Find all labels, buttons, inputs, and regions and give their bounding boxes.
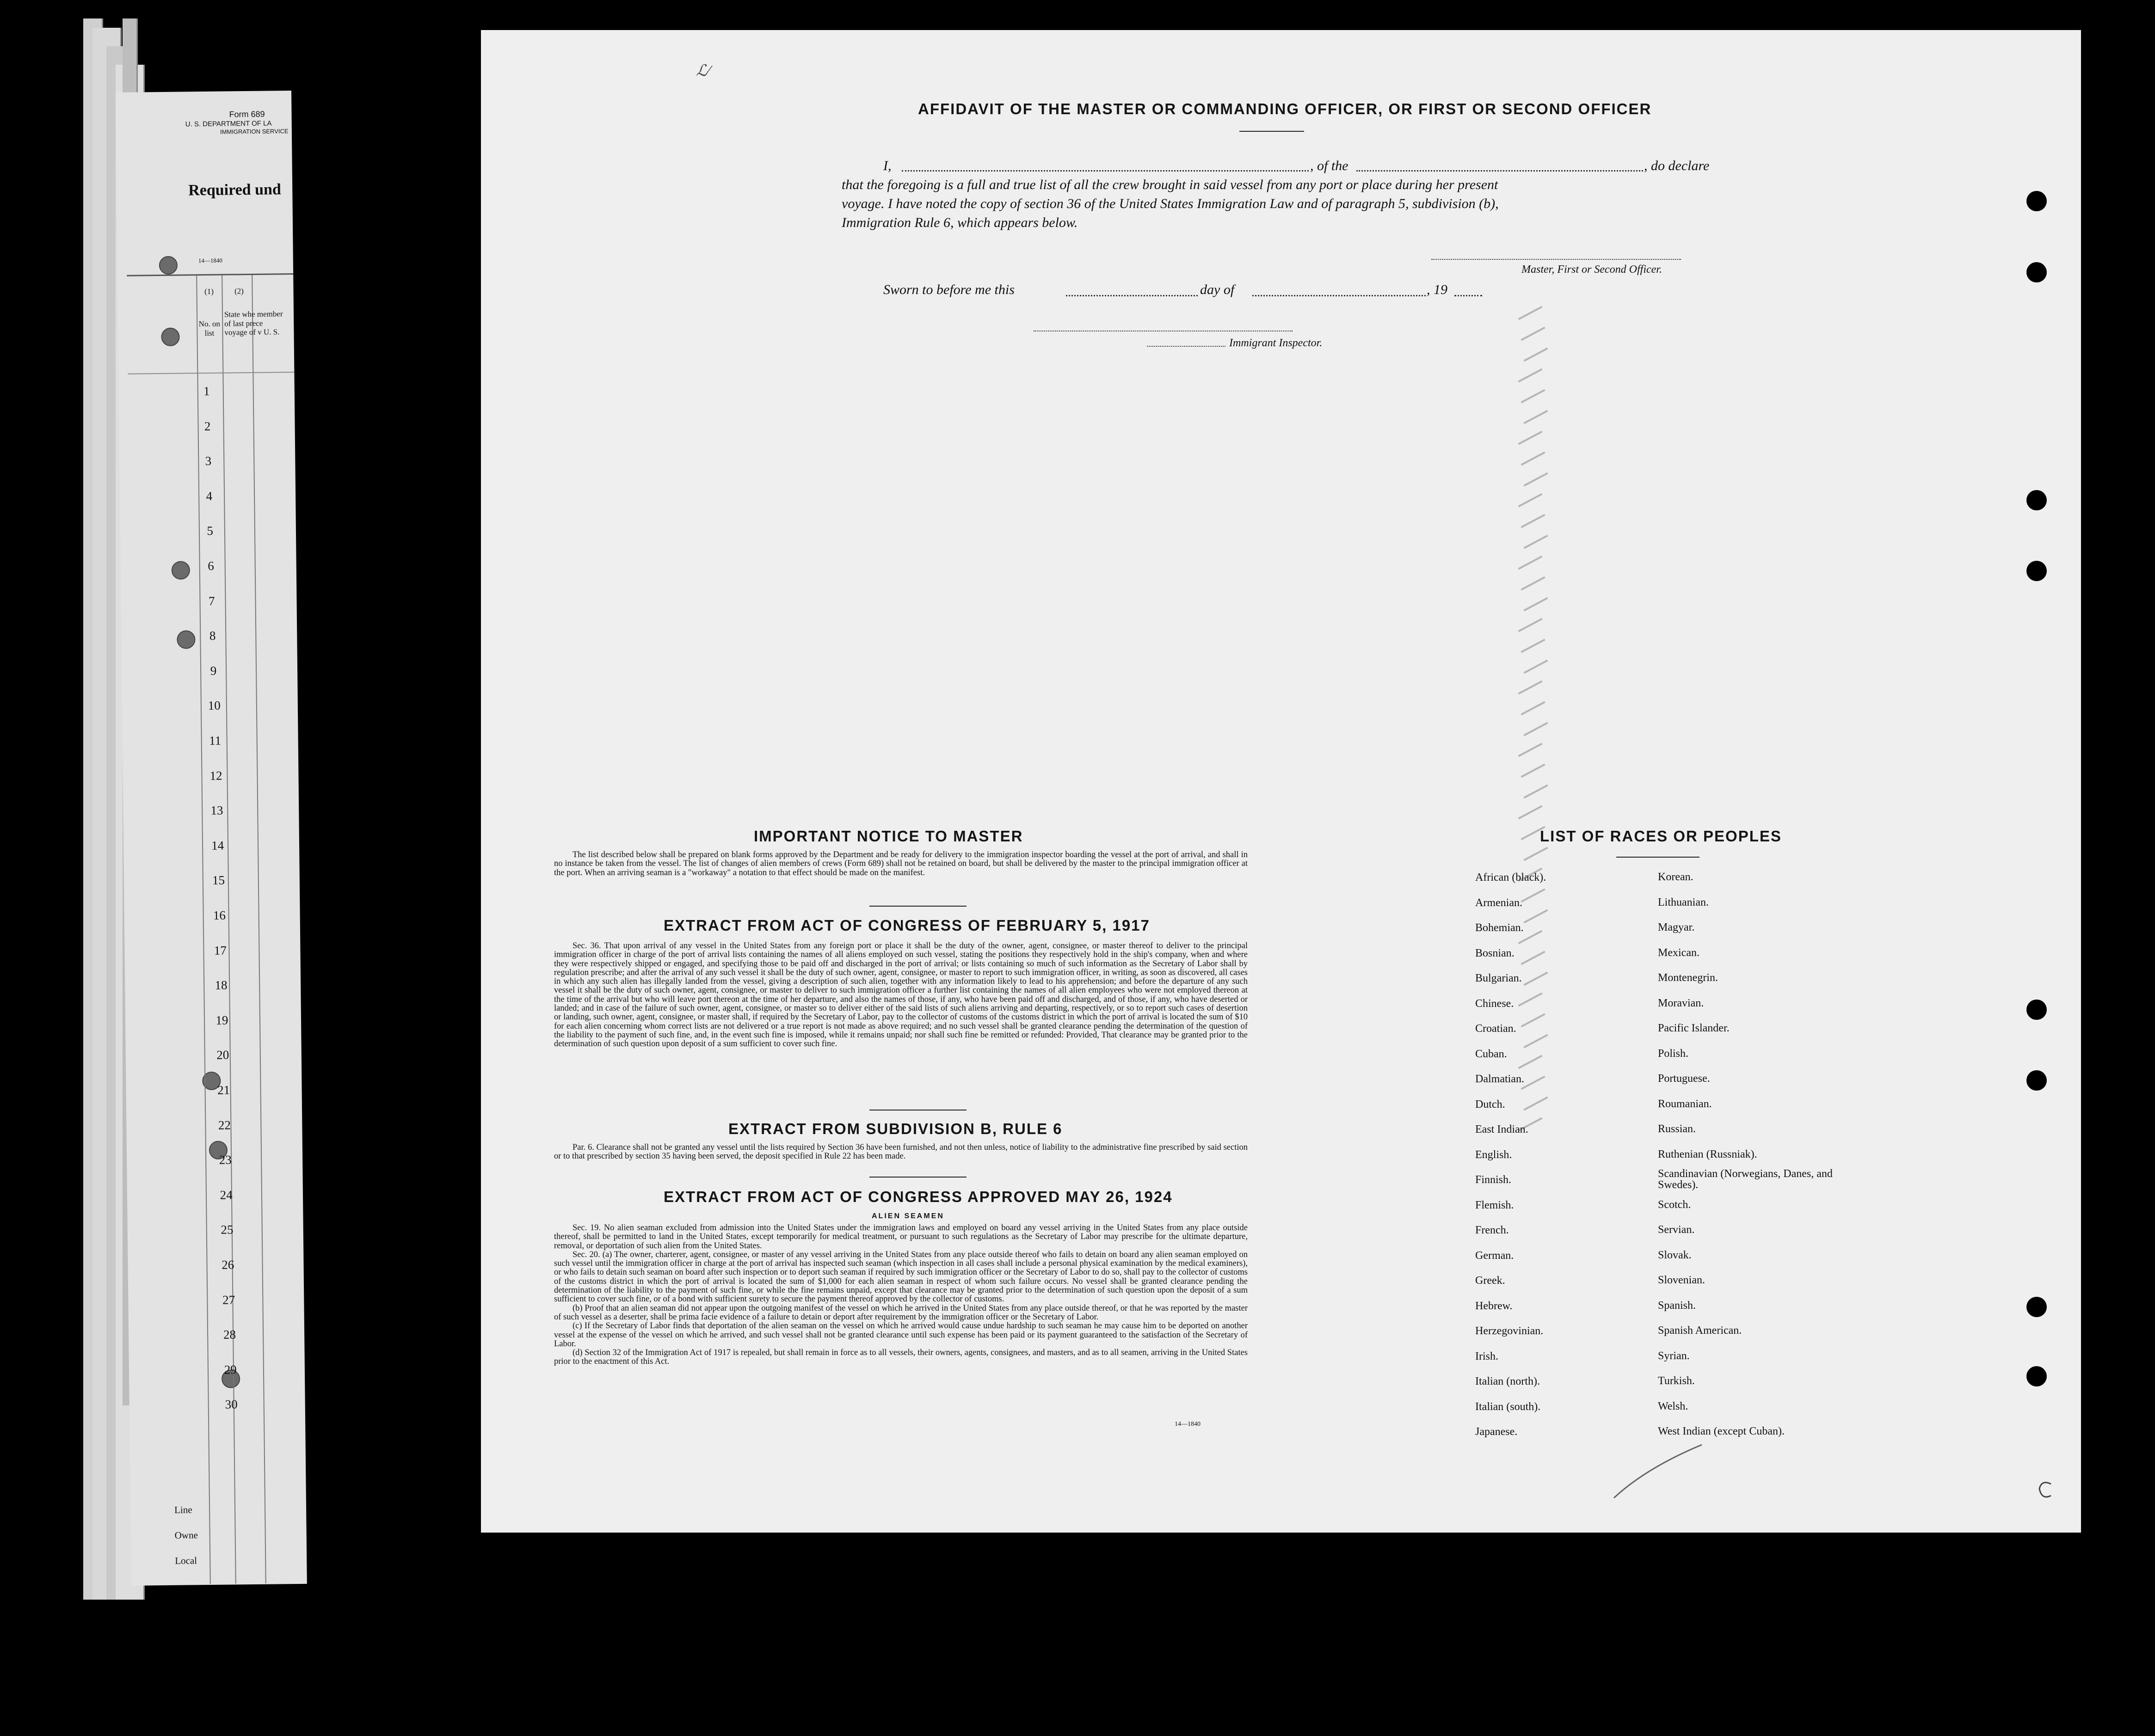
form-number: Form 689: [229, 109, 265, 119]
service-label: IMMIGRATION SERVICE: [220, 128, 289, 135]
row-number: 7: [208, 594, 215, 608]
sworn-month-blank[interactable]: [1252, 295, 1426, 296]
extract-rule6-text: [554, 1143, 1248, 1161]
punch-hole: [2026, 490, 2047, 510]
footer-line-label: Line: [174, 1504, 192, 1515]
row-number: 8: [209, 628, 216, 643]
row-number: 30: [225, 1397, 238, 1412]
section-rule: [869, 906, 967, 907]
year-blank[interactable]: [1454, 295, 1482, 296]
row-number: 13: [210, 803, 223, 818]
row-number: 29: [224, 1362, 237, 1377]
race-item: Slovak.: [1658, 1249, 1692, 1261]
extract-1924-text: [554, 1224, 1248, 1367]
race-item: Italian (north).: [1475, 1375, 1540, 1387]
row-number: 22: [218, 1118, 231, 1132]
race-item: Cuban.: [1475, 1048, 1507, 1060]
race-item: Greek.: [1475, 1275, 1505, 1287]
row-number: 3: [205, 454, 212, 468]
notice-text: [554, 851, 1248, 877]
race-item: Pacific Islander.: [1658, 1022, 1730, 1034]
punch-hole: [2026, 561, 2047, 581]
form-code-bottom: 14—1840: [1175, 1421, 1201, 1428]
notice-title: IMPORTANT NOTICE TO MASTER: [754, 828, 1023, 845]
row-number: 16: [213, 908, 226, 922]
race-item: Moravian.: [1658, 997, 1704, 1009]
race-item: Polish.: [1658, 1047, 1689, 1060]
race-item: Servian.: [1658, 1224, 1695, 1236]
row-number: 6: [208, 558, 214, 573]
race-item: Chinese.: [1475, 997, 1514, 1010]
notice-paragraph: The list described below shall be prepared on blank forms approved by the Department and be ready for delivery to the immigration inspector boarding the vessel at the port of arrival, and shall in no instance be taken from the vessel. The list of changes of alien members of crews (Form 689) shall not be retained on board, but shall be delivered by the master to the principal immigration officer at the port. When an arriving seaman is a "workaway" a notation to that effect should be made on the manifest.: [554, 850, 1248, 877]
race-item: African (black).: [1475, 871, 1546, 883]
row-number: 15: [212, 873, 225, 888]
extract-1924-title: EXTRACT FROM ACT OF CONGRESS APPROVED MAY 26, 1924: [664, 1188, 1173, 1205]
race-item: English.: [1475, 1148, 1512, 1161]
race-item: Bohemian.: [1475, 922, 1524, 934]
race-item: Herzegovinian.: [1475, 1325, 1544, 1337]
sec19-paragraph: Sec. 19. No alien seaman excluded from admission into the United States under the immigration laws and employed on board any vessel arriving in the United States from any place outside thereof, shall be permitted to land in the United States, except temporarily for medical treatment, or pursuant to such regulations as the Secretary of Labor may prescribe for the ultimate departure, removal, or deportation of such alien from the United States.: [554, 1223, 1248, 1251]
races-title: LIST OF RACES OR PEOPLES: [1540, 828, 1782, 845]
race-item: Montenegrin.: [1658, 972, 1718, 984]
race-item: Roumanian.: [1658, 1098, 1712, 1110]
sworn-text: Sworn to before me this: [883, 282, 1015, 297]
punch-hole: [2026, 1070, 2047, 1091]
race-item: Scotch.: [1658, 1198, 1691, 1211]
row-number: 19: [216, 1013, 228, 1027]
race-item: Lithuanian.: [1658, 896, 1709, 908]
handwritten-mark: ℒ⁄: [696, 62, 710, 80]
race-item: Flemish.: [1475, 1199, 1514, 1211]
punch-hole: [2026, 262, 2047, 282]
race-item: Dutch.: [1475, 1098, 1505, 1110]
race-item: Bosnian.: [1475, 947, 1515, 959]
race-item: Scandinavian (Norwegians, Danes, and Swedes).: [1658, 1168, 1833, 1191]
row-number: 12: [209, 768, 222, 783]
row-number: 25: [221, 1222, 234, 1237]
race-item: German.: [1475, 1249, 1514, 1262]
race-item: Spanish American.: [1658, 1325, 1742, 1337]
col2-number: (2): [234, 287, 244, 296]
name-blank[interactable]: [902, 170, 1309, 172]
title-rule: [1239, 131, 1304, 132]
form-back-page: [481, 30, 2081, 1533]
day-of-text: day of: [1200, 282, 1235, 297]
race-item: East Indian.: [1475, 1123, 1528, 1135]
race-item: Italian (south).: [1475, 1400, 1541, 1413]
affidavit-title: AFFIDAVIT OF THE MASTER OR COMMANDING OFFICER, OR FIRST OR SECOND OFFICER: [918, 100, 1652, 117]
row-number: 21: [217, 1083, 230, 1097]
col1-number: (1): [204, 287, 214, 296]
punch-hole: [159, 256, 178, 275]
affidavit-body-3: Immigration Rule 6, which appears below.: [842, 215, 1078, 230]
row-number: 11: [209, 733, 222, 748]
race-item: Hebrew.: [1475, 1300, 1513, 1312]
row-number: 2: [204, 419, 211, 433]
race-item: Armenian.: [1475, 896, 1522, 909]
crew-list-grid: [127, 273, 307, 1585]
race-item: Korean.: [1658, 871, 1693, 883]
affidavit-body-1: that the foregoing is a full and true list of all the crew brought in said vessel from any port or place during her present: [842, 177, 1498, 192]
race-item: Irish.: [1475, 1350, 1498, 1362]
grid-line: [222, 276, 236, 1584]
master-caption: Master, First or Second Officer.: [1521, 264, 1662, 276]
form-689-left-page: [116, 91, 307, 1586]
race-item: Slovenian.: [1658, 1274, 1705, 1286]
row-number: 27: [222, 1293, 235, 1307]
grid-line: [252, 275, 266, 1583]
row-number: 28: [223, 1327, 236, 1342]
race-item: Portuguese.: [1658, 1073, 1710, 1085]
races-rule: [1616, 857, 1699, 858]
race-item: Magyar.: [1658, 921, 1695, 933]
race-item: Welsh.: [1658, 1400, 1688, 1412]
race-item: French.: [1475, 1224, 1509, 1236]
row-number: 14: [211, 838, 224, 853]
department-label: U. S. DEPARTMENT OF LA: [185, 119, 272, 129]
extract-1917-text: [554, 942, 1248, 1049]
master-signature-line[interactable]: [1431, 259, 1681, 260]
row-number: 5: [207, 524, 214, 538]
row-number: 24: [220, 1188, 233, 1202]
punch-hole: [2026, 1000, 2047, 1020]
sworn-day-blank[interactable]: [1066, 295, 1198, 296]
grid-line: [128, 372, 294, 374]
form-code: 14—1840: [198, 257, 222, 264]
race-item: West Indian (except Cuban).: [1658, 1425, 1785, 1437]
grid-line: [196, 276, 211, 1584]
sec20b-paragraph: (b) Proof that an alien seaman did not appear upon the outgoing manifest of the vessel on which he arrived in the United States from any place outside thereof, or that he was reported by the master of such vessel as a deserter, shall be prima facie evidence of a failure to detain or deport after requirement by the immigration officer or the Secretary of Labor.: [554, 1303, 1248, 1322]
inspector-caption: Immigrant Inspector.: [1229, 337, 1323, 349]
extract-rule6-title: EXTRACT FROM SUBDIVISION B, RULE 6: [728, 1120, 1063, 1137]
race-item: Turkish.: [1658, 1375, 1695, 1387]
year-text: , 19: [1427, 282, 1447, 297]
row-number: 20: [216, 1048, 229, 1062]
punch-hole: [2026, 1297, 2047, 1317]
row-number: 9: [210, 663, 217, 678]
affidavit-do-declare: , do declare: [1644, 158, 1710, 173]
vessel-blank[interactable]: [1356, 170, 1643, 172]
row-number: 23: [219, 1153, 232, 1167]
affidavit-of-the: , of the: [1310, 158, 1348, 173]
race-item: Mexican.: [1658, 946, 1699, 959]
row-number: 1: [203, 384, 210, 399]
race-item: Ruthenian (Russniak).: [1658, 1148, 1757, 1160]
section-rule: [869, 1177, 967, 1178]
inspector-signature-line-2[interactable]: [1147, 346, 1225, 347]
punch-hole: [2026, 1366, 2047, 1386]
race-item: Finnish.: [1475, 1174, 1512, 1186]
affidavit-i: I,: [883, 158, 892, 173]
extract-rule6-paragraph: Par. 6. Clearance shall not be granted any vessel until the lists required by Section 36 have been furnished, and not then unless, notice of liability to the administrative fine prescribed by said section or to that prescribed by section 35 having been served, the deposit specified in Rule 22 has been made.: [554, 1143, 1248, 1161]
sec20c-paragraph: (c) If the Secretary of Labor finds that deportation of the alien seaman on the vessel on which he arrived would cause undue hardship to such seaman he may cause him to be deported on another vessel at the expense of the vessel on which he arrived, and such vessel shall not be granted clearance until such expense has been paid or its payment guaranteed to the satisfaction of the Secretary of Labor.: [554, 1321, 1248, 1349]
row-number: 17: [214, 943, 227, 957]
race-item: Japanese.: [1475, 1426, 1518, 1438]
col1-heading: No. on list: [198, 319, 220, 337]
row-number: 4: [206, 489, 213, 503]
col2-heading: State whe member of last prece voyage of v U. S.: [224, 309, 283, 337]
footer-local-label: Local: [175, 1555, 197, 1566]
extract-1917-title: EXTRACT FROM ACT OF CONGRESS OF FEBRUARY 5, 1917: [664, 917, 1150, 934]
race-item: Spanish.: [1658, 1299, 1696, 1312]
alien-seamen-subtitle: ALIEN SEAMEN: [872, 1212, 944, 1220]
race-item: Syrian.: [1658, 1350, 1690, 1362]
required-heading: Required und: [188, 181, 282, 199]
extract-1917-paragraph: Sec. 36. That upon arrival of any vessel in the United States from any foreign port or place it shall be the duty of the owner, agent, consignee, or master thereof to deliver to the principal immigration officer in charge of the port of arrival lists containing the names of all aliens employed on such vessel, stating the positions they respectively hold in the ship's company, when and where they were respectively shipped or engaged, and specifying those to be paid off and discharged in the port of arrival; or lists containing so much of such information as the Secretary of Labor shall by regulation prescribe; and after the arrival of any such vessel it shall be the duty of such owner, agent, consignee, or master to report to such immigration officer, in writing, as soon as discovered, all cases in which any such alien has illegally landed from the vessel, giving a description of such alien, together with any information likely to lead to his apprehension; and before the departure of any such vessel it shall be the duty of such owner, agent, consignee, or master to deliver to such immigration officer a further list containing the names of all alien employees who were not employed thereon at the time of the arrival but who will leave port thereon at the time of her departure, and also the names of those, if any, who have been paid off and discharged, and of those, if any, who have deserted or landed; and in case of the failure of such owner, agent, consignee, or master so to deliver either of the said lists of such aliens arriving and departing, respectively, or so to report such cases of desertion or landing, such owner, agent, consignee, or master shall, if required by the Secretary of Labor, pay to the collector of customs of the customs district in which the port of arrival is located the sum of $10 for each alien concerning whom correct lists are not delivered or a true report is not made as above required; and no such vessel shall be granted clearance pending the determination of the question of the liability to the payment of such fine, and, in the event such fine is imposed, while it remains unpaid; nor shall such fine be remitted or refunded: Provided, That clearance may be granted prior to the determination of such question upon deposit of a sum sufficient to cover such fine.: [554, 941, 1248, 1049]
row-number: 10: [208, 699, 221, 713]
row-number: 18: [215, 978, 228, 993]
punch-hole: [2026, 191, 2047, 211]
race-item: Russian.: [1658, 1123, 1696, 1135]
row-number: 26: [222, 1258, 234, 1272]
race-item: Dalmatian.: [1475, 1073, 1524, 1085]
sec20d-paragraph: (d) Section 32 of the Immigration Act of 1917 is repealed, but shall remain in force as to all vessels, their owners, agents, consignees, and masters, and as to all seamen, arriving in the United States prior to the enactment of this Act.: [554, 1348, 1248, 1367]
race-item: Bulgarian.: [1475, 972, 1522, 984]
race-item: Croatian.: [1475, 1023, 1516, 1035]
affidavit-body-2: voyage. I have noted the copy of section 36 of the United States Immigration Law and of paragraph 5, subdivision (b),: [842, 196, 1499, 211]
footer-owner-label: Owne: [174, 1529, 198, 1541]
sec20a-paragraph: Sec. 20. (a) The owner, charterer, agent, consignee, or master of any vessel arriving in the United States from any place outside thereof who fails to detain on board any alien seaman employed on such vessel until the immigration officer in charge at the port of arrival has inspected such seaman (which inspection in all cases shall include a personal physical examination by the medical examiners), or who fails to detain such seaman on board after such inspection or to deport such seaman if required by such immigration officer or the Secretary of Labor to do so, shall pay to the collector of customs of the customs district in which the port of arrival is located the sum of $1,000 for each alien seaman in respect of whom such failure occurs. No vessel shall be granted clearance pending the determination of the liability to the payment of such fine, or while the fine remains unpaid, except that clearance may be granted prior to the determination of such question upon the deposit of a sum sufficient to cover such fine, or of a bond with sufficient surety to secure the payment thereof approved by the collector of customs.: [554, 1250, 1248, 1304]
